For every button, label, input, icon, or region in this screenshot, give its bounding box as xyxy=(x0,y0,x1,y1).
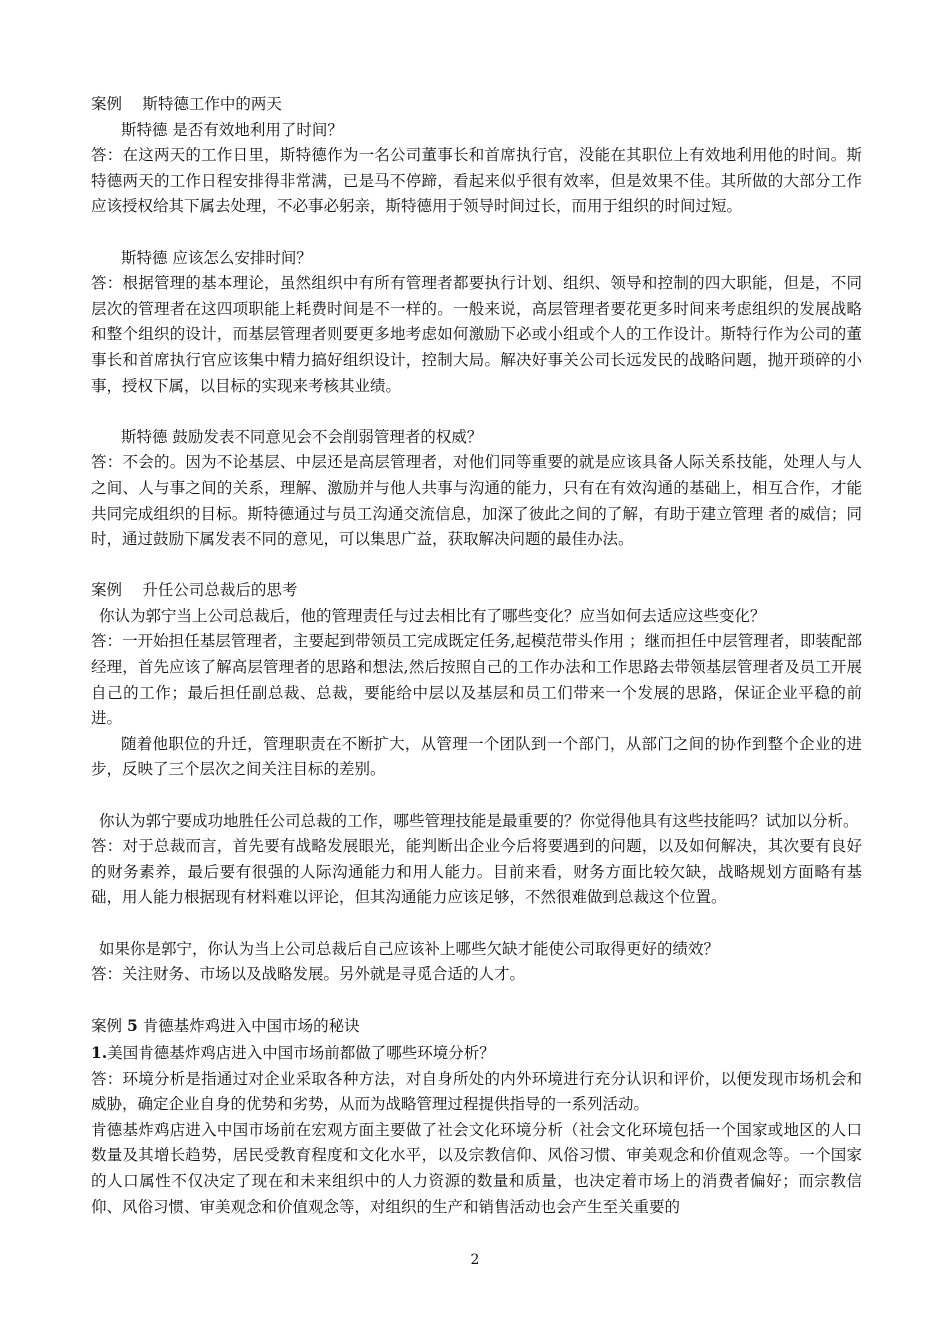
question: 斯特德 鼓励发表不同意见会不会削弱管理者的权威？ xyxy=(121,427,483,446)
question-number: 1. xyxy=(91,1042,108,1062)
answer: 答：一开始担任基层管理者，主要起到带领员工完成既定任务,起模范带头作用 ；继而担任中层管理者，即装配部经理，首先应该了解高层管理者的思路和想法,然后按照自己的工作办法和工作思路去带领基层管理者及员工开展自己的工作；最后担任副总裁、总裁，要能给中层以及基层和员工们带来一个发展的思路，保证企业平稳的前进。 xyxy=(91,632,862,728)
answer: 答：在这两天的工作日里，斯特德作为一名公司董事长和首席执行官，没能在其职位上有效地利用他的时间。斯特德两天的工作日程安排得非常满，已是马不停蹄，看起来似乎很有效率，但是效果不佳。其所做的大部分工作应该授权给其下属去处理，不必事必躬亲，斯特德用于领导时间过长，而用于组织的时间过短。 xyxy=(91,146,862,216)
spacer xyxy=(91,783,862,809)
document-page xyxy=(91,92,862,1220)
question: 斯特德 应该怎么安排时间？ xyxy=(121,248,312,267)
case-title: 案例 斯特德工作中的两天 xyxy=(91,95,282,113)
question: 你认为郭宁当上公司总裁后，他的管理责任与过去相比有了哪些变化？应当如何去适应这些变化？ xyxy=(99,606,766,625)
answer: 答：对于总裁而言，首先要有战略发展眼光，能判断出企业今后将要遇到的问题，以及如何解决，其次要有良好的财务素养，最后要有很强的人际沟通能力和用人能力。目前来看，财务方面比较欠缺，战略规划方面略有基础，用人能力根据现有材料难以评论，但其沟通能力应该足够，不然很难做到总裁这个位置。 xyxy=(91,837,862,907)
answer: 答：根据管理的基本理论，虽然组织中有所有管理者都要执行计划、组织、领导和控制的四大职能，但是，不同层次的管理者在这四项职能上耗费时间是不一样的。一般来说，高层管理者要花更多时间来考虑组织的发展战略和整个组织的设计，而基层管理者则要更多地考虑如何激励下必或小组或个人的工作设计。斯特行作为公司的董事长和首席执行官应该集中精力搞好组织设计，控制大局。解决好事关公司长远发民的战略问题，抛开琐碎的小事，授权下属，以目标的实现来考核其业绩。 xyxy=(91,274,862,395)
answer: 答：不会的。因为不论基层、中层还是高层管理者，对他们同等重要的就是应该具备人际关系技能，处理人与人之间、人与事之间的关系，理解、激励并与他人共事与沟通的能力，只有在有效沟通的基础上，相互合作，才能共同完成组织的目标。斯特德通过与员工沟通交流信息，加深了彼此之间的了解，有助于建立管理 者的威信；同时，通过鼓励下属发表不同的意见，可以集思广益，获取解决问题的最佳办法。 xyxy=(91,453,862,549)
spacer xyxy=(91,988,862,1014)
spacer xyxy=(91,553,862,579)
case-title xyxy=(91,1013,862,1040)
spacer xyxy=(91,911,862,937)
case-number: 5 xyxy=(126,1016,138,1036)
spacer xyxy=(91,399,862,425)
question: 如果你是郭宁，你认为当上公司总裁后自己应该补上哪些欠缺才能使公司取得更好的绩效？ xyxy=(99,939,720,958)
spacer xyxy=(91,220,862,246)
page-number: 2 xyxy=(470,1252,480,1268)
question: 你认为郭宁要成功地胜任公司总裁的工作，哪些管理技能是最重要的？你觉得他具有这些技能吗？试加以分析。 xyxy=(99,811,859,830)
answer-continued: 随着他职位的升迁，管理职责在不断扩大，从管理一个团队到一个部门，从部门之间的协作到整个企业的进步，反映了三个层次之间关注目标的差别。 xyxy=(91,734,862,779)
case-title: 案例 升任公司总裁后的思考 xyxy=(91,581,298,600)
answer: 答：环境分析是指通过对企业采取各种方法，对自身所处的内外环境进行充分认识和评价，以便发现市场机会和威胁，确定企业自身的优势和劣势，从而为战略管理过程提供指导的一系列活动。 xyxy=(91,1069,862,1114)
answer-continued: 肯德基炸鸡店进入中国市场前在宏观方面主要做了社会文化环境分析（社会文化环境包括一个国家或地区的人口数量及其增长趋势，居民受教育程度和文化水平，以及宗教信仰、风俗习惯、审美观念和价值观念等。一个国家的人口属性不仅决定了现在和未来组织中的人力资源的数量和质量，也决定着市场上的消费者偏好；而宗教信仰、风俗习惯、审美观念和价值观念等，对组织的生产和销售活动也会产生至关重要的 xyxy=(91,1120,862,1216)
question xyxy=(91,1040,862,1067)
case-title-rest: 肯德基炸鸡进入中国市场的秘诀 xyxy=(137,1017,360,1036)
case-title-prefix: 案例 xyxy=(91,1017,127,1036)
question-text: 美国肯德基炸鸡店进入中国市场前都做了哪些环境分析？ xyxy=(107,1043,495,1062)
answer: 答：关注财务、市场以及战略发展。另外就是寻觅合适的人才。 xyxy=(91,965,526,984)
question: 斯特德 是否有效地利用了时间？ xyxy=(121,120,343,139)
